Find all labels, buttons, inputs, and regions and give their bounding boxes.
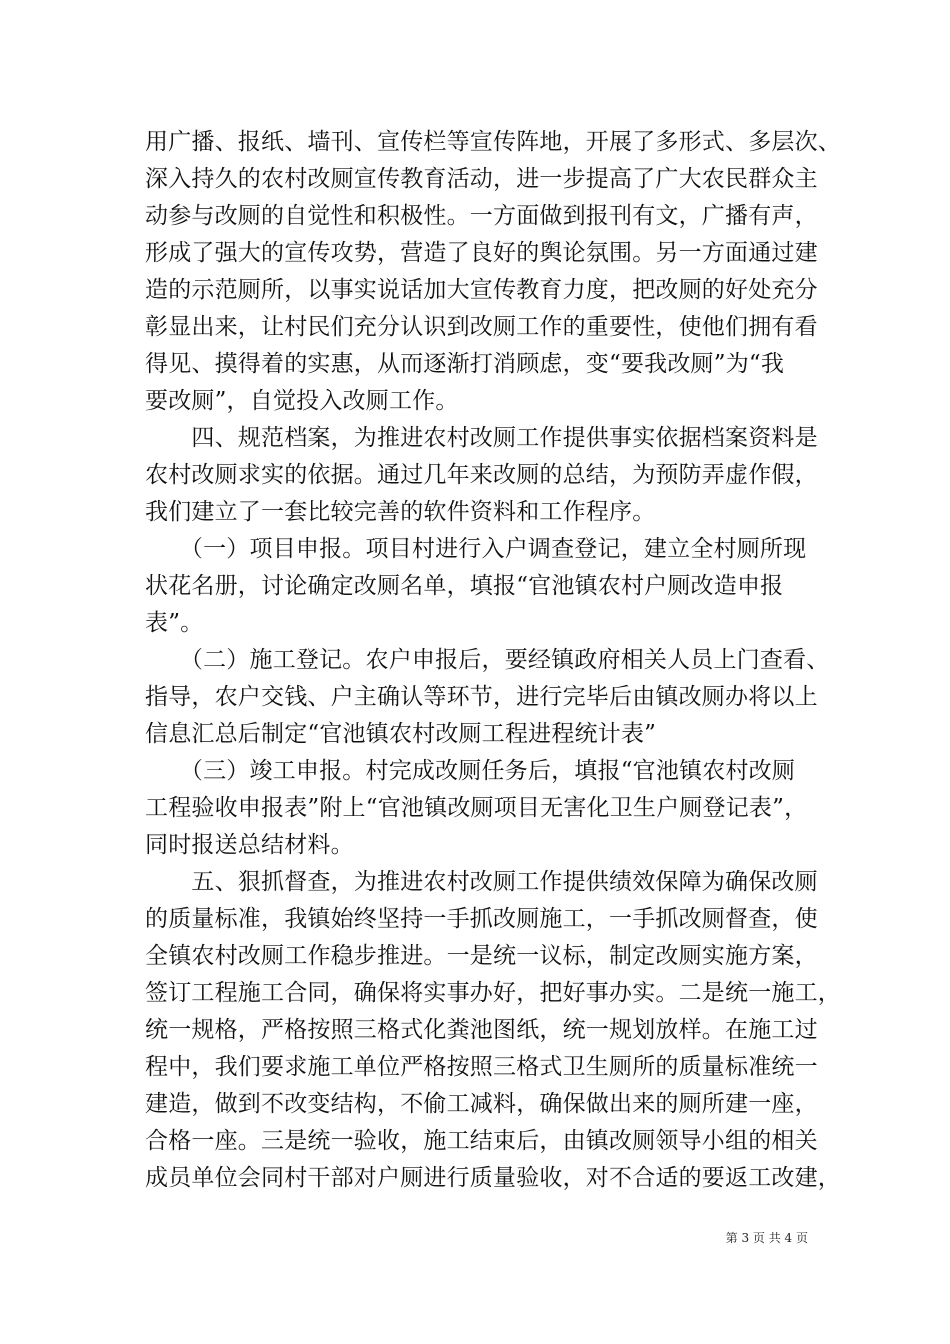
section-heading-line: 五、狠抓督查，为推进农村改厕工作提供绩效保障为确保改厕 [145,869,818,895]
text-line: 全镇农村改厕工作稳步推进。一是统一议标，制定改厕实施方案， [145,943,818,969]
text-line: 指导，农户交钱、户主确认等环节，进行完毕后由镇改厕办将以上 [145,684,818,710]
text-line: 形成了强大的宣传攻势，营造了良好的舆论氛围。另一方面通过建 [145,240,818,266]
section-heading-line: 四、规范档案，为推进农村改厕工作提供事实依据档案资料是 [145,425,818,451]
subsection-line: （三）竣工申报。村完成改厕任务后，填报“官池镇农村改厕 [145,758,796,784]
text-line: 我们建立了一套比较完善的软件资料和工作程序。 [145,499,656,525]
text-line: 信息汇总后制定“官池镇农村改厕工程进程统计表” [145,721,657,747]
text-line: 用广播、报纸、墙刊、宣传栏等宣传阵地，开展了多形式、多层次、 [145,129,841,155]
text-line: 状花名册，讨论确定改厕名单，填报“官池镇农村户厕改造申报 [145,573,784,599]
text-line: 签订工程施工合同，确保将实事办好，把好事办实。二是统一施工， [145,980,841,1006]
text-line: 同时报送总结材料。 [145,832,354,858]
subsection-line: （一）项目申报。项目村进行入户调查登记，建立全村厕所现 [145,536,807,562]
text-line: 合格一座。三是统一验收，施工结束后，由镇改厕领导小组的相关 [145,1128,818,1154]
text-line: 造的示范厕所，以事实说话加大宣传教育力度，把改厕的好处充分 [145,277,818,303]
page-number: 第 3 页 共 4 页 [725,1231,808,1245]
text-line: 的质量标准，我镇始终坚持一手抓改厕施工，一手抓改厕督查，使 [145,906,818,932]
text-line: 得见、摸得着的实惠，从而逐渐打消顾虑，变“要我改厕”为“我 [145,351,785,377]
text-line: 要改厕”，自觉投入改厕工作。 [145,388,459,414]
text-line: 农村改厕求实的依据。通过几年来改厕的总结，为预防弄虚作假， [145,462,818,488]
text-line: 动参与改厕的自觉性和积极性。一方面做到报刊有文，广播有声， [145,203,818,229]
text-line: 工程验收申报表”附上“官池镇改厕项目无害化卫生户厕登记表”， [145,795,808,821]
text-line: 统一规格，严格按照三格式化粪池图纸，统一规划放样。在施工过 [145,1017,818,1043]
text-line: 表”。 [145,610,204,636]
text-line: 彰显出来，让村民们充分认识到改厕工作的重要性，使他们拥有看 [145,314,818,340]
text-line: 建造，做到不改变结构，不偷工减料，确保做出来的厕所建一座， [145,1091,818,1117]
text-line: 程中，我们要求施工单位严格按照三格式卫生厕所的质量标准统一 [145,1054,818,1080]
text-line: 成员单位会同村干部对户厕进行质量验收，对不合适的要返工改建， [145,1165,841,1191]
subsection-line: （二）施工登记。农户申报后，要经镇政府相关人员上门查看、 [145,647,830,673]
text-line: 深入持久的农村改厕宣传教育活动，进一步提高了广大农民群众主 [145,166,818,192]
